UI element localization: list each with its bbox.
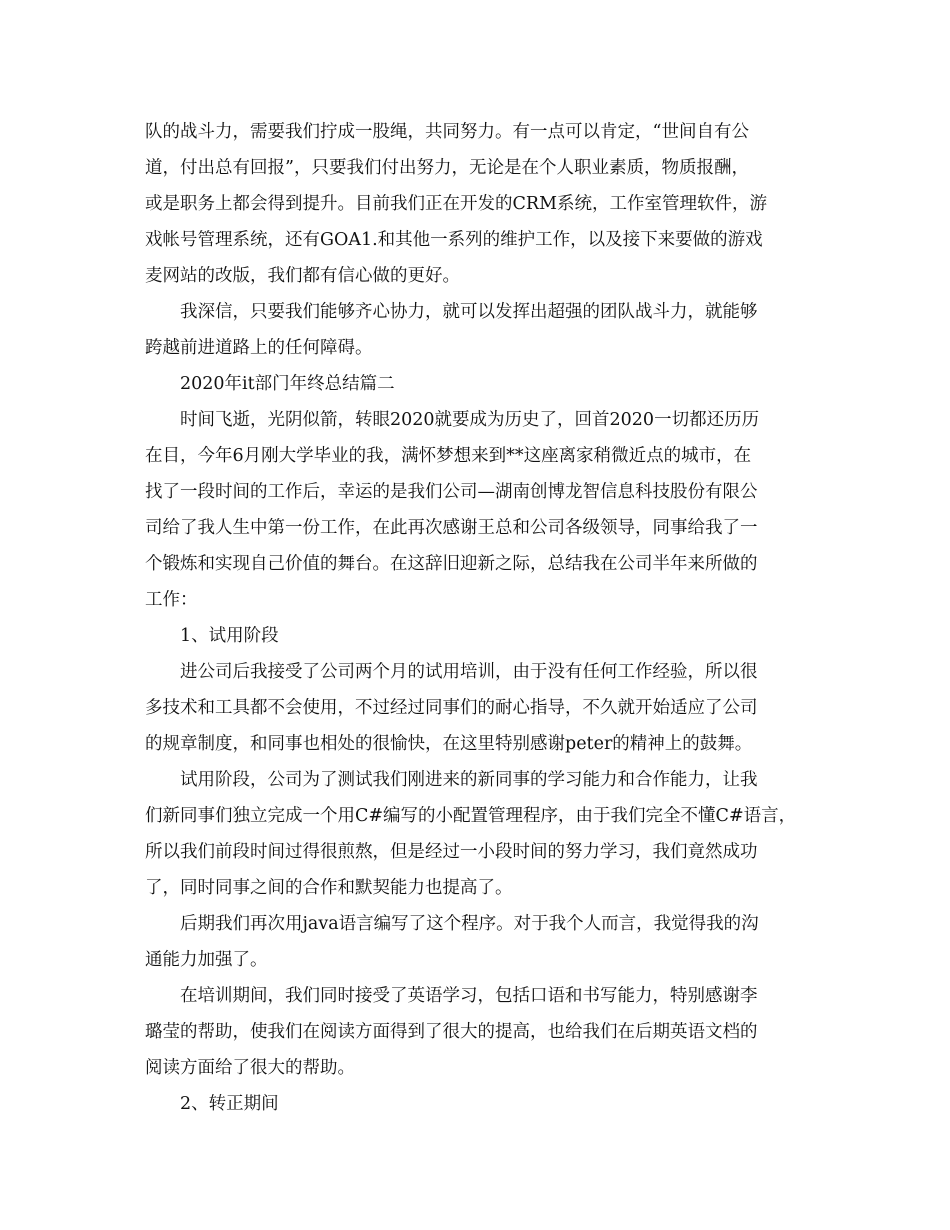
paragraph [145,978,817,1086]
paragraph [145,654,817,762]
text-line: 了，同时同事之间的合作和默契能力也提高了。 [145,878,513,898]
text-line: 通能力加强了。 [145,950,268,970]
text-line: 多技术和工具都不会使用，不过经过同事们的耐心指导，不久就开始适应了公司 [145,698,758,718]
text-line: 时间飞逝，光阴似箭，转眼2020就要成为历史了，回首2020一切都还历历 [180,410,760,430]
text-line: 或是职务上都会得到提升。目前我们正在开发的CRM系统，工作室管理软件，游 [145,194,767,214]
text-line: 跨越前进道路上的任何障碍。 [145,338,373,358]
text-line: 个锻炼和实现自己价值的舞台。在这辞旧迎新之际，总结我在公司半年来所做的 [145,554,758,574]
document-body [145,114,817,1122]
paragraph [145,294,817,366]
paragraph [145,906,817,978]
text-line: 我深信，只要我们能够齐心协力，就可以发挥出超强的团队战斗力，就能够 [180,302,758,322]
text-line: 2020年it部门年终总结篇二 [180,374,395,394]
text-line: 在培训期间，我们同时接受了英语学习，包括口语和书写能力，特别感谢李 [180,986,758,1006]
text-line: 司给了我人生中第一份工作，在此再次感谢王总和公司各级领导，同事给我了一 [145,518,758,538]
text-line: 阅读方面给了很大的帮助。 [145,1058,355,1078]
text-line: 进公司后我接受了公司两个月的试用培训，由于没有任何工作经验，所以很 [180,662,758,682]
paragraph [145,402,817,618]
text-line: 工作： [145,590,198,610]
paragraph [145,762,817,906]
text-line: 队的战斗力，需要我们拧成一股绳，共同努力。有一点可以肯定，“世间自有公 [145,122,749,142]
text-line: 璐莹的帮助，使我们在阅读方面得到了很大的提高，也给我们在后期英语文档的 [145,1022,758,1042]
text-line: 在目，今年6月刚大学毕业的我，满怀梦想来到**这座离家稍微近点的城市，在 [145,446,752,466]
text-line: 们新同事们独立完成一个用C#编写的小配置管理程序，由于我们完全不懂C#语言， [145,806,797,826]
text-line: 2、转正期间 [180,1094,279,1114]
text-line: 麦网站的改版，我们都有信心做的更好。 [145,266,460,286]
text-line: 找了一段时间的工作后，幸运的是我们公司—湖南创博龙智信息科技股份有限公 [145,482,758,502]
paragraph [145,618,817,654]
text-line: 试用阶段，公司为了测试我们刚进来的新同事的学习能力和合作能力，让我 [180,770,758,790]
text-line: 1、试用阶段 [180,626,279,646]
text-line: 后期我们再次用java语言编写了这个程序。对于我个人而言，我觉得我的沟 [180,914,759,934]
paragraph [145,114,817,294]
text-line: 道，付出总有回报”，只要我们付出努力，无论是在个人职业素质，物质报酬， [145,158,749,178]
text-line: 所以我们前段时间过得很煎熬，但是经过一小段时间的努力学习，我们竟然成功 [145,842,758,862]
text-line: 的规章制度，和同事也相处的很愉快，在这里特别感谢peter的精神上的鼓舞。 [145,734,753,754]
text-line: 戏帐号管理系统，还有GOA1.和其他一系列的维护工作，以及接下来要做的游戏 [145,230,763,250]
paragraph [145,1086,817,1122]
paragraph [145,366,817,402]
